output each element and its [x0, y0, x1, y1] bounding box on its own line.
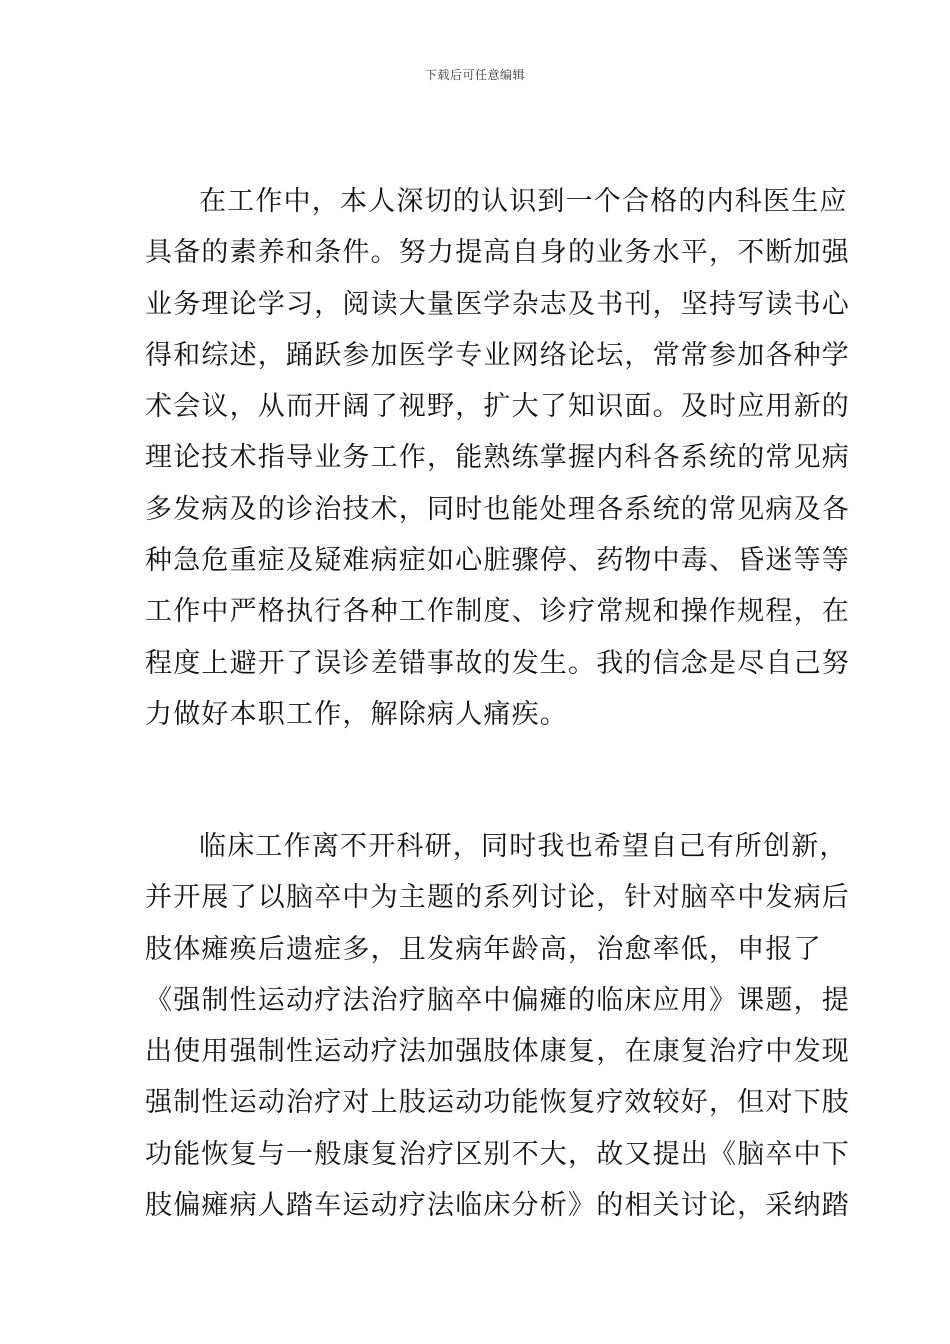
paragraph-research [145, 821, 850, 1231]
text-line: 力做好本职工作，解除病人痛疾。 [145, 698, 568, 730]
text-line: 并开展了以脑卒中为主题的系列讨论，针对脑卒中发病后 [145, 882, 850, 914]
text-line: 《强制性运动疗法治疗脑卒中偏瘫的临床应用》课题，提 [145, 984, 850, 1016]
text-line: 程度上避开了误诊差错事故的发生。我的信念是尽自己努 [145, 647, 850, 679]
text-line: 工作中严格执行各种工作制度、诊疗常规和操作规程，在 [145, 596, 850, 628]
text-line: 业务理论学习，阅读大量医学杂志及书刊，坚持写读书心 [145, 288, 850, 320]
text-line: 得和综述，踊跃参加医学专业网络论坛，常常参加各种学 [145, 339, 850, 371]
text-line: 理论技术指导业务工作，能熟练掌握内科各系统的常见病 [145, 442, 850, 474]
paragraph-work-experience [145, 176, 850, 740]
text-line: 肢偏瘫病人踏车运动疗法临床分析》的相关讨论，采纳踏 [145, 1190, 850, 1222]
text-line: 具备的素养和条件。努力提高自身的业务水平，不断加强 [145, 237, 850, 269]
text-line: 功能恢复与一般康复治疗区别不大，故又提出《脑卒中下 [145, 1138, 850, 1170]
text-line: 在工作中，本人深切的认识到一个合格的内科医生应 [199, 186, 848, 217]
text-line: 出使用强制性运动疗法加强肢体康复，在康复治疗中发现 [145, 1036, 850, 1068]
page-header-note: 下载后可任意编辑 [424, 68, 525, 82]
text-line: 临床工作离不开科研，同时我也希望自己有所创新， [199, 831, 848, 862]
text-line: 术会议，从而开阔了视野，扩大了知识面。及时应用新的 [145, 391, 850, 423]
text-line: 种急危重症及疑难病症如心脏骤停、药物中毒、昏迷等等 [145, 545, 850, 577]
text-line: 多发病及的诊治技术，同时也能处理各系统的常见病及各 [145, 493, 850, 525]
text-line: 强制性运动治疗对上肢运动功能恢复疗效较好，但对下肢 [145, 1087, 850, 1119]
text-line: 肢体瘫痪后遗症多，且发病年龄高，治愈率低，申报了 [145, 933, 822, 965]
